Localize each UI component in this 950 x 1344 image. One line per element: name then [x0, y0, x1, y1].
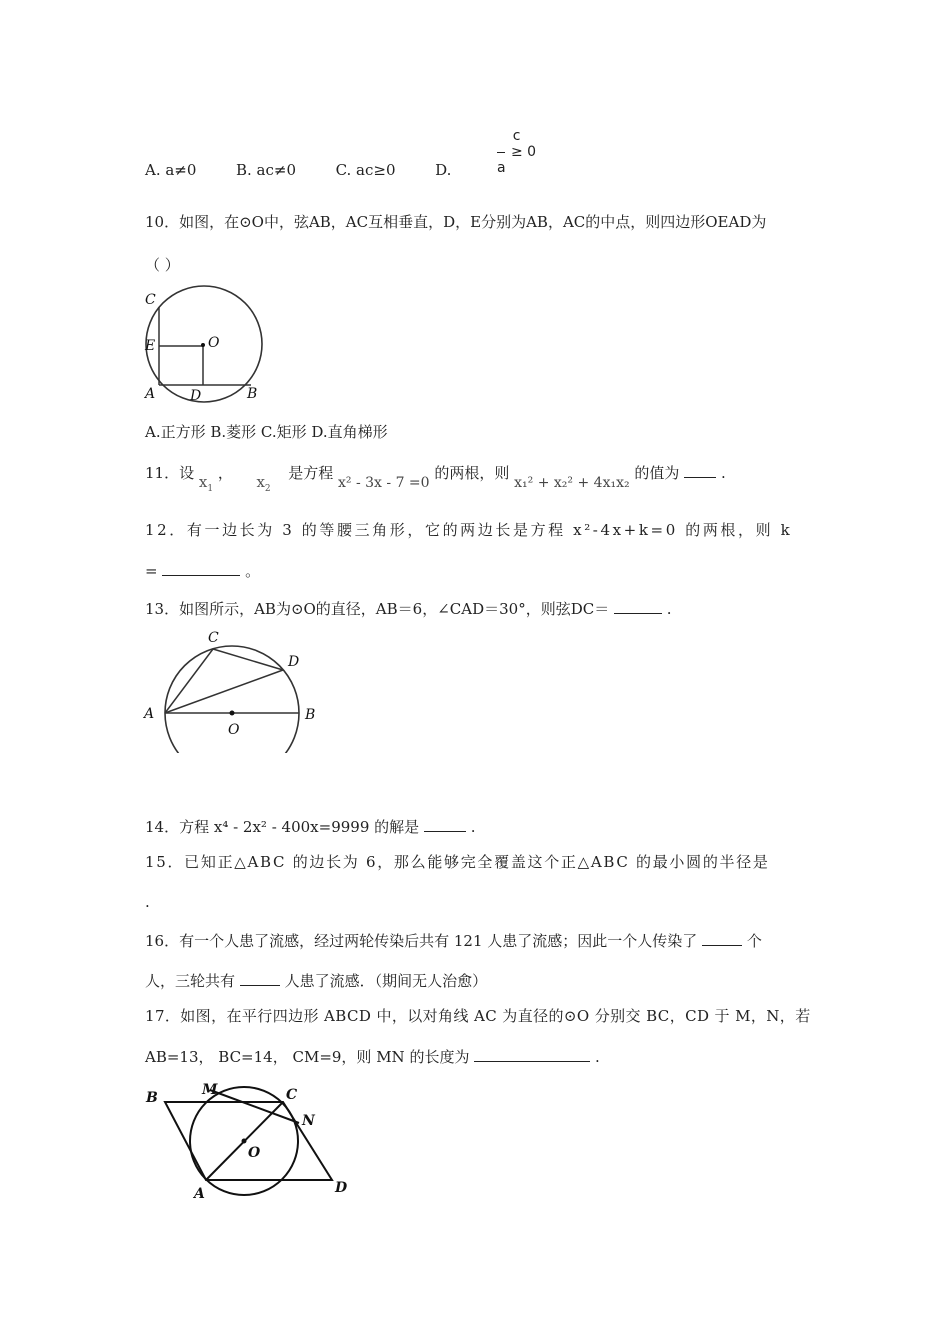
q12-answer-blank[interactable]: [162, 560, 240, 576]
q16-answer-blank-2[interactable]: [240, 970, 280, 986]
q13-stem: 13．如图所示，AB为⊙O的直径，AB＝6，∠CAD＝30°，则弦DC＝: [145, 600, 610, 618]
q11-x2: x: [256, 473, 265, 491]
q16-line1-post: 个: [746, 932, 762, 950]
q17-label-n: N: [302, 1113, 315, 1129]
q17-figure: [140, 1080, 360, 1205]
q13-end: .: [666, 600, 672, 618]
q13-line: [145, 598, 672, 619]
q14-answer-blank[interactable]: [424, 816, 466, 832]
q10-label-a: A: [145, 386, 156, 402]
q9-option-a: A. a≠0: [145, 161, 197, 179]
q10-paren: （ ）: [145, 256, 180, 274]
q10-stem: 10．如图，在⊙O中，弦AB，AC互相垂直，D，E分别为AB，AC的中点，则四边形OEAD为: [145, 213, 767, 231]
q16-line2-pre: 人，三轮共有: [145, 972, 236, 990]
q13-label-d: D: [288, 654, 300, 670]
q10-figure: [140, 285, 270, 405]
q13-answer-blank[interactable]: [614, 598, 662, 614]
q13-label-a: A: [144, 706, 155, 722]
q11-lead: 11．设: [145, 464, 195, 482]
q12-line1: 12．有一边长为 3 的等腰三角形，它的两边长是方程 x²-4x+k=0 的两根，则 k: [145, 521, 793, 539]
q14-line: [145, 816, 476, 837]
q13-label-c: C: [208, 630, 219, 646]
q12-line2: [145, 560, 260, 581]
q10-label-c: C: [145, 292, 156, 308]
q10-label-o: O: [208, 335, 220, 351]
q11-x1: x: [198, 473, 208, 491]
q11-tail: 的值为: [634, 464, 680, 482]
q9-option-b: B. ac≠0: [236, 161, 297, 179]
q16-line2-post: 人患了流感．（期间无人治愈）: [284, 972, 488, 990]
q14-stem: 14．方程 x⁴ - 2x² - 400x=9999 的解是: [145, 818, 420, 836]
q10-label-e: E: [145, 338, 156, 354]
q11-end: .: [720, 464, 726, 482]
q9-fraction: [497, 128, 536, 176]
q10-label-b: B: [247, 386, 258, 402]
q17-line1: 17．如图，在平行四边形 ABCD 中，以对角线 AC 为直径的⊙O 分别交 BC，CD 于 M，N，若: [145, 1007, 811, 1025]
q10-options: A.正方形 B.菱形 C.矩形 D.直角梯形: [145, 423, 388, 441]
q11-equation: x² - 3x - 7 =0: [338, 475, 430, 491]
q13-label-o: O: [228, 722, 240, 738]
q11-is-eq: 是方程: [288, 464, 334, 482]
q17-line2-pre: AB=13， BC=14， CM=9，则 MN 的长度为: [145, 1048, 470, 1066]
q11-answer-blank[interactable]: [684, 462, 716, 478]
q9-frac-relation: ≥ 0: [511, 144, 537, 160]
q16-line1-pre: 16．有一个人患了流感，经过两轮传染后共有 121 人患了流感；因此一个人传染了: [145, 932, 698, 950]
q11-roots: 的两根，则: [434, 464, 510, 482]
q11-expression: x₁² + x₂² + 4x₁x₂: [514, 475, 630, 491]
q9-frac-numerator: c: [512, 128, 521, 144]
q16-line2: [145, 970, 487, 991]
q17-label-d: D: [335, 1180, 348, 1196]
q17-label-a: A: [194, 1186, 205, 1202]
q17-label-m: M: [202, 1082, 218, 1098]
q9-frac-denominator: a: [497, 160, 506, 176]
q9-options: [145, 160, 451, 180]
q17-label-b: B: [146, 1090, 158, 1106]
q11-line: 11．设 $x_1$ ， $x_2$ 是方程 x² - 3x - 7 =0 的两根，则 x₁² + x₂² + 4x₁x₂ 的值为 .: [145, 464, 726, 494]
q9-option-d: D.: [435, 161, 452, 179]
q17-answer-blank[interactable]: [474, 1046, 590, 1062]
q11-comma: ，: [217, 464, 233, 482]
q17-label-o: O: [248, 1145, 261, 1161]
q15-line2: .: [145, 893, 150, 911]
q13-label-b: B: [305, 707, 316, 723]
q17-line2: [145, 1046, 600, 1067]
q17-end: .: [595, 1048, 600, 1066]
q16-line1: [145, 930, 762, 951]
q12-end: 。: [245, 562, 261, 580]
q17-label-c: C: [286, 1087, 298, 1103]
q10-label-d: D: [190, 388, 202, 404]
q9-option-c: C. ac≥0: [335, 161, 396, 179]
q14-end: .: [470, 818, 476, 836]
q16-answer-blank-1[interactable]: [702, 930, 742, 946]
q12-eq-sign: =: [145, 562, 158, 580]
q13-figure: [140, 628, 330, 753]
q15-line1: 15．已知正△ABC 的边长为 6，那么能够完全覆盖这个正△ABC 的最小圆的半径是: [145, 853, 770, 871]
